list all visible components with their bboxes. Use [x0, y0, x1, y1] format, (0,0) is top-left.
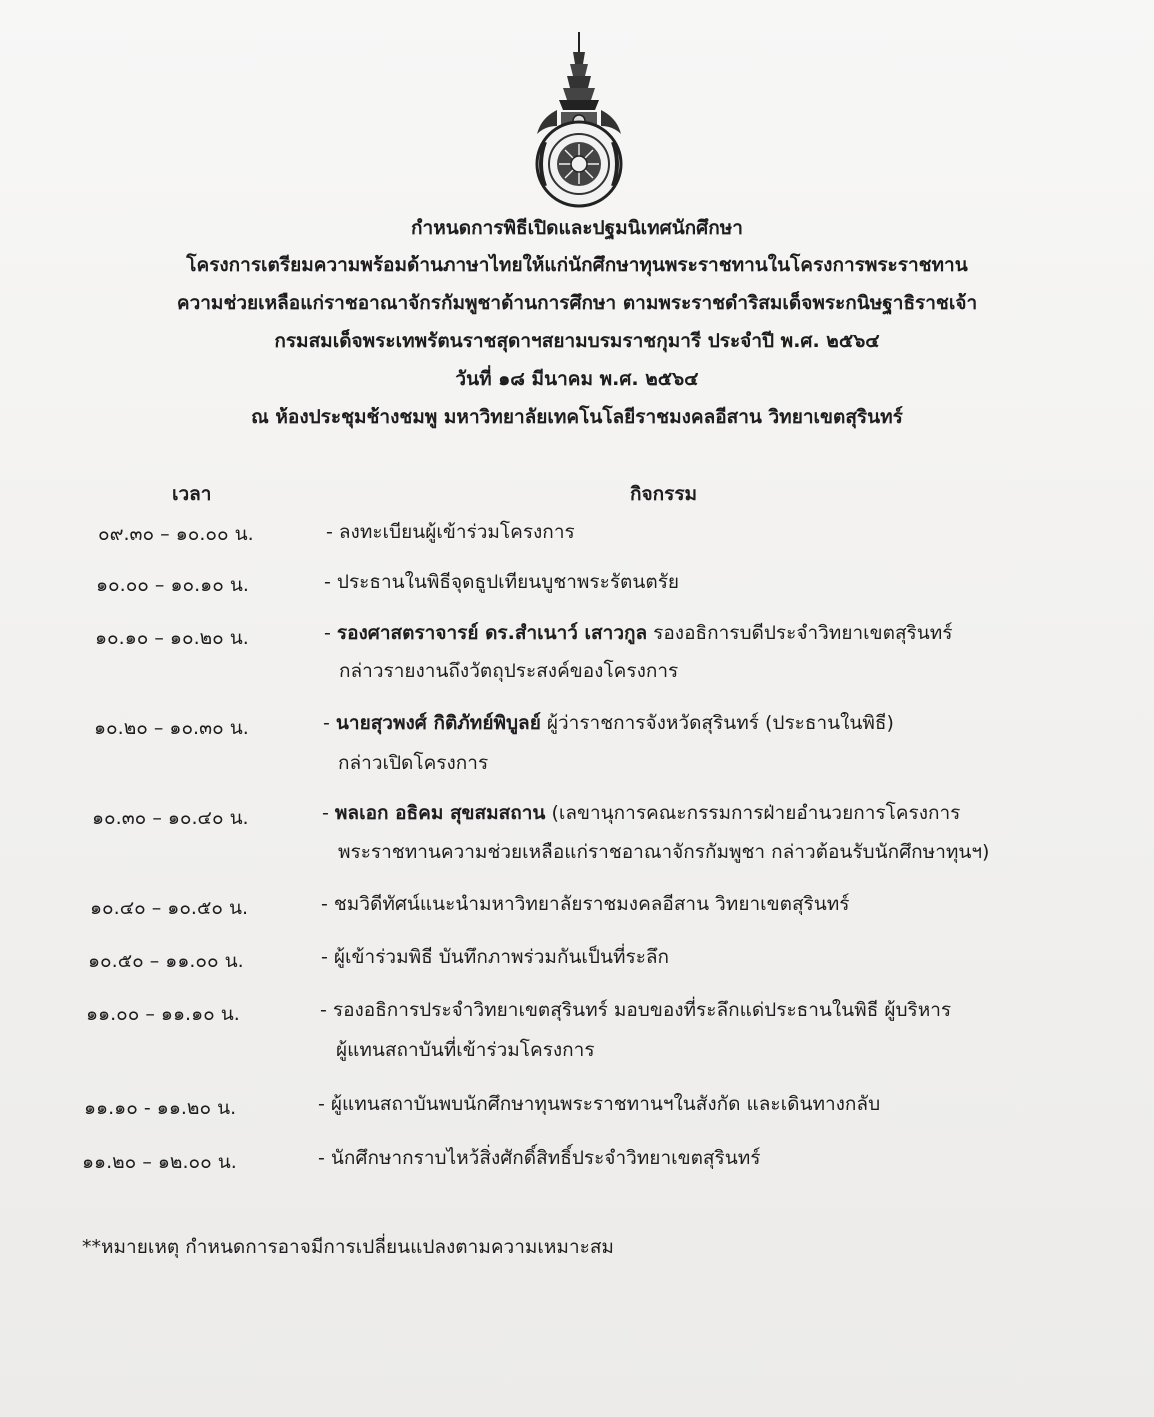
event-date: วันที่ ๑๘ มีนาคม พ.ศ. ๒๕๖๔ [455, 368, 699, 390]
schedule-activity: - รองศาสตราจารย์ ดร.สำเนาว์ เสาวกูล รองอธิการบดีประจำวิทยาเขตสุรินทร์ [324, 622, 953, 644]
university-emblem-icon [527, 30, 631, 208]
schedule-activity: - รองอธิการประจำวิทยาเขตสุรินทร์ มอบของที่ระลึกแด่ประธานในพิธี ผู้บริหาร [320, 999, 952, 1021]
schedule-time: ๑๑.๑๐ - ๑๑.๒๐ น. [84, 1097, 237, 1119]
schedule-time: ๑๐.๕๐ – ๑๑.๐๐ น. [88, 950, 244, 972]
schedule-activity: - ลงทะเบียนผู้เข้าร่วมโครงการ [326, 521, 575, 543]
schedule-activity-continued: กล่าวเปิดโครงการ [338, 752, 489, 774]
event-venue: ณ ห้องประชุมช้างชมพู มหาวิทยาลัยเทคโนโลยีราชมงคลอีสาน วิทยาเขตสุรินทร์ [251, 406, 903, 428]
activity-column-header: กิจกรรม [630, 483, 698, 505]
schedule-activity: - ผู้แทนสถาบันพบนักศึกษาทุนพระราชทานฯในสังกัด และเดินทางกลับ [318, 1093, 881, 1115]
schedule-time: ๑๑.๒๐ – ๑๒.๐๐ น. [82, 1151, 237, 1173]
schedule-activity-continued: ผู้แทนสถาบันที่เข้าร่วมโครงการ [336, 1039, 595, 1061]
schedule-time: ๑๐.๑๐ – ๑๐.๒๐ น. [95, 627, 249, 649]
schedule-time: ๑๐.๓๐ – ๑๐.๔๐ น. [92, 807, 249, 829]
time-column-header: เวลา [172, 483, 212, 505]
schedule-time: ๑๑.๐๐ – ๑๑.๑๐ น. [86, 1003, 240, 1025]
schedule-activity: - ประธานในพิธีจุดธูปเทียนบูชาพระรัตนตรัย [324, 571, 680, 593]
schedule-activity: - ชมวิดีทัศน์แนะนำมหาวิทยาลัยราชมงคลอีสาน วิทยาเขตสุรินทร์ [321, 893, 850, 915]
schedule-note: **หมายเหตุ กำหนดการอาจมีการเปลี่ยนแปลงตามความเหมาะสม [82, 1236, 614, 1258]
project-name-line-2: ความช่วยเหลือแก่ราชอาณาจักรกัมพูชาด้านการศึกษา ตามพระราชดำริสมเด็จพระกนิษฐาธิราชเจ้า [176, 292, 978, 314]
schedule-activity-continued: พระราชทานความช่วยเหลือแก่ราชอาณาจักรกัมพูชา กล่าวต้อนรับนักศึกษาทุนฯ) [338, 841, 990, 863]
schedule-time: ๑๐.๔๐ – ๑๐.๕๐ น. [90, 897, 248, 919]
project-name-line-1: โครงการเตรียมความพร้อมด้านภาษาไทยให้แก่นักศึกษาทุนพระราชทานในโครงการพระราชทาน [186, 254, 968, 276]
schedule-activity: - นายสุวพงศ์ กิติภัทย์พิบูลย์ ผู้ว่าราชการจังหวัดสุรินทร์ (ประธานในพิธี) [323, 712, 894, 734]
project-name-line-3: กรมสมเด็จพระเทพรัตนราชสุดาฯสยามบรมราชกุมารี ประจำปี พ.ศ. ๒๕๖๔ [274, 330, 880, 352]
schedule-time: ๑๐.๒๐ – ๑๐.๓๐ น. [94, 717, 249, 739]
schedule-activity-continued: กล่าวรายงานถึงวัตถุประสงค์ของโครงการ [339, 660, 679, 682]
schedule-activity: - พลเอก อธิคม สุขสมสถาน (เลขานุการคณะกรรมการฝ่ายอำนวยการโครงการ [322, 802, 961, 824]
schedule-activity: - ผู้เข้าร่วมพิธี บันทึกภาพร่วมกันเป็นที่ระลึก [321, 946, 670, 968]
document-title: กำหนดการพิธีเปิดและปฐมนิเทศนักศึกษา [411, 217, 743, 239]
schedule-activity: - นักศึกษากราบไหว้สิ่งศักดิ์สิทธิ์ประจำวิทยาเขตสุรินทร์ [318, 1147, 761, 1169]
schedule-time: ๐๙.๓๐ – ๑๐.๐๐ น. [98, 523, 254, 545]
schedule-time: ๑๐.๐๐ – ๑๐.๑๐ น. [96, 574, 249, 596]
